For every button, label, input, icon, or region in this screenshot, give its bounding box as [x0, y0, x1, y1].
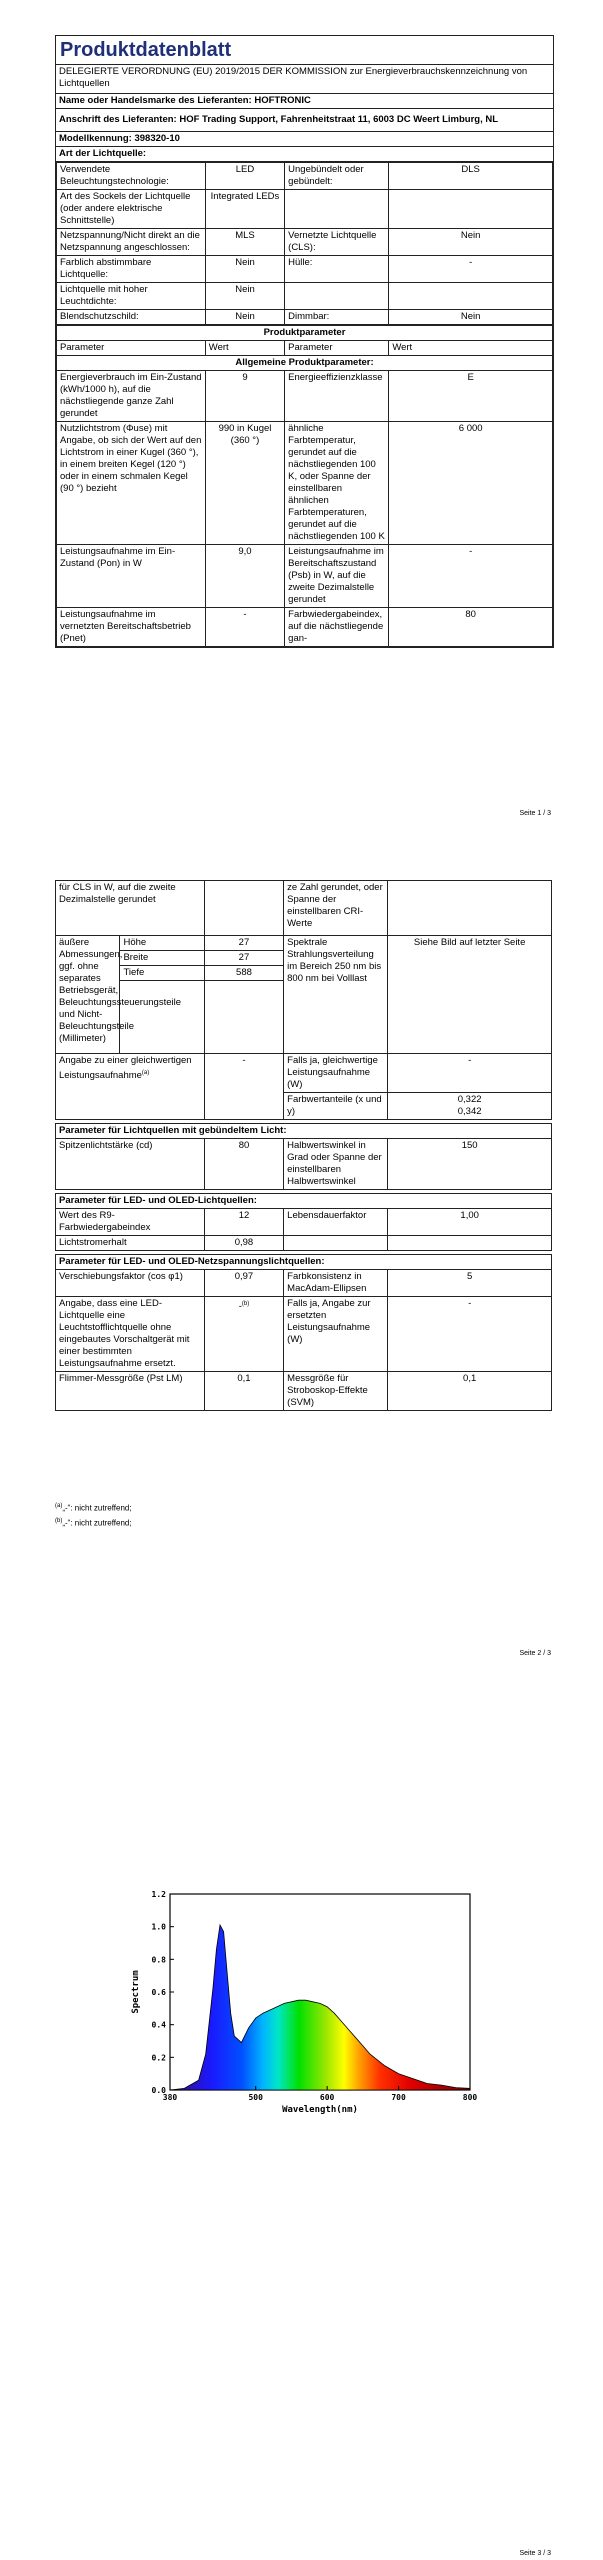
document-title: Produktdatenblatt — [56, 36, 553, 65]
light-type-l1-cell: Verwendete Beleuchtungstechnologie: — [57, 163, 206, 190]
light-type-v1-cell: Nein — [205, 310, 284, 325]
light-type-l2-cell: Hülle: — [285, 256, 389, 283]
displacement-factor-label: Verschiebungsfaktor (cos φ1) — [56, 1270, 205, 1297]
general-parameter-row — [57, 545, 553, 608]
y-axis-label: Spectrum — [131, 1970, 141, 2014]
dim-spacer — [120, 981, 204, 1054]
dim-name-1: Breite — [120, 951, 204, 966]
col-header-param-2: Parameter — [285, 341, 389, 356]
page-number: Seite 1 / 3 — [519, 810, 551, 817]
light-type-v2-cell — [389, 283, 553, 310]
general-v1-cell: - — [205, 608, 284, 647]
dim-name-2: Tiefe — [120, 966, 204, 981]
footnotes — [55, 1500, 132, 1529]
general-l2-cell: ähnliche Farbtemperatur, gerundet auf die nächstliegenden 100 K, oder Spanne der einstellbaren ähnlichen Farbtemperaturen, gerundet auf die nächstliegenden 100 K — [285, 422, 389, 545]
dim-name-0: Höhe — [120, 936, 204, 951]
flicker-label: Flimmer-Messgröße (Pst LM) — [56, 1372, 205, 1411]
continued-left-value — [204, 881, 283, 936]
peak-intensity-value: 80 — [204, 1139, 283, 1190]
light-type-table — [56, 162, 553, 325]
colour-consistency-label: Farbkonsistenz in MacAdam-Ellipsen — [284, 1270, 388, 1297]
mains-parameters-table — [55, 1254, 552, 1411]
lumen-maintenance-value: 0,98 — [204, 1236, 283, 1251]
light-type-l1-cell: Netzspannung/Nicht direkt an die Netzspannung angeschlossen: — [57, 229, 206, 256]
light-type-l1-cell: Farblich abstimmbare Lichtquelle: — [57, 256, 206, 283]
y-tick-label: 0.8 — [151, 1955, 166, 1965]
directional-heading: Parameter für Lichtquellen mit gebündeltem Licht: — [56, 1124, 552, 1139]
stroboscopic-label: Messgröße für Stroboskop-Effekte (SVM) — [284, 1372, 388, 1411]
general-v2-cell: - — [389, 545, 553, 608]
peak-intensity-label: Spitzenlichtstärke (cd) — [56, 1139, 205, 1190]
y-tick-label: 1.0 — [151, 1922, 166, 1932]
dim-value-2: 588 — [204, 966, 283, 981]
dim-spacer-value — [204, 981, 283, 1054]
page-3 — [0, 1730, 603, 2560]
light-type-l2-cell — [285, 283, 389, 310]
general-v1-cell: 990 in Kugel (360 °) — [205, 422, 284, 545]
y-tick-label: 0.4 — [151, 2020, 166, 2030]
datasheet-page-2 — [55, 880, 552, 1411]
col-header-value-1: Wert — [205, 341, 284, 356]
replaced-power-label: Falls ja, Angabe zur ersetzten Leistungsaufnahme (W) — [284, 1297, 388, 1372]
address-row — [56, 109, 553, 132]
spectral-label: Spektrale Strahlungsverteilung im Bereich 250 nm bis 800 nm bei Volllast — [284, 936, 388, 1054]
chromaticity-label: Farbwertanteile (x und y) — [284, 1093, 388, 1120]
light-type-v2-cell: - — [389, 256, 553, 283]
model-value: 398320-10 — [134, 133, 180, 144]
displacement-factor-value: 0,97 — [204, 1270, 283, 1297]
replacement-claim-label: Angabe, dass eine LED-Lichtquelle eine Leuchtstofflichtquelle ohne eingebautes Vorschaltgerät mit einer bestimmten Leistungsaufnahme ersetzt. — [56, 1297, 205, 1372]
stroboscopic-value: 0,1 — [388, 1372, 552, 1411]
light-type-v2-cell: Nein — [389, 310, 553, 325]
light-type-v1-cell: Nein — [205, 283, 284, 310]
address-label: Anschrift des Lieferanten: — [59, 114, 177, 125]
light-type-l1-cell: Art des Sockels der Lichtquelle (oder andere elektrische Schnittstelle) — [57, 190, 206, 229]
supplier-row — [56, 94, 553, 109]
mains-heading: Parameter für LED- und OLED-Netzspannungslichtquellen: — [56, 1255, 552, 1270]
general-parameter-row — [57, 608, 553, 647]
light-type-row — [57, 283, 553, 310]
light-type-row — [57, 190, 553, 229]
light-type-v1-cell: LED — [205, 163, 284, 190]
r9-value: 12 — [204, 1209, 283, 1236]
general-l1-cell: Nutzlichtstrom (Φuse) mit Angabe, ob sich der Wert auf den Lichtstrom in einer Kugel (360 °), in einem breiten Kegel (120 °) oder in einem schmalen Kegel (90 °) bezieht — [57, 422, 206, 545]
chromaticity-values: 0,322 0,342 — [388, 1093, 552, 1120]
light-type-v2-cell: Nein — [389, 229, 553, 256]
light-type-l2-cell: Dimmbar: — [285, 310, 389, 325]
continued-right-value — [388, 881, 552, 936]
datasheet-page-1 — [55, 35, 554, 648]
replaced-power-value: - — [388, 1297, 552, 1372]
spectrum-chart — [120, 1880, 490, 2132]
general-l2-cell: Leistungsaufnahme im Bereitschaftszustand (Psb) in W, auf die zweite Dezimalstelle gerundet — [285, 545, 389, 608]
equivalent-power2-value: - — [388, 1054, 552, 1093]
general-parameter-row — [57, 422, 553, 545]
x-tick-label: 500 — [248, 2093, 263, 2102]
page-2 — [0, 880, 603, 1730]
footnote-b: $^{(b)}$„-“: nicht zutreffend; — [55, 1517, 132, 1528]
regulation-text: DELEGIERTE VERORDNUNG (EU) 2019/2015 DER KOMMISSION zur Energieverbrauchskennzeichnung von Lichtquellen — [56, 65, 553, 94]
light-type-l2-cell: Vernetzte Lichtquelle (CLS): — [285, 229, 389, 256]
y-tick-label: 0.2 — [151, 2053, 166, 2063]
directional-parameters-table — [55, 1123, 552, 1190]
general-l1-cell: Leistungsaufnahme im vernetzten Bereitschaftsbetrieb (Pnet) — [57, 608, 206, 647]
beam-angle-label: Halbwertswinkel in Grad oder Spanne der einstellbaren Halbwertswinkel — [284, 1139, 388, 1190]
light-type-l1-cell: Blendschutzschild: — [57, 310, 206, 325]
general-parameters-heading: Allgemeine Produktparameter: — [57, 356, 553, 371]
general-v1-cell: 9 — [205, 371, 284, 422]
page-number: Seite 2 / 3 — [519, 1650, 551, 1657]
empty-cell — [284, 1236, 388, 1251]
equivalent-power-label: Angabe zu einer gleichwertigen Leistungsaufnahme$^{(a)}$ — [56, 1054, 205, 1120]
col-header-value-2: Wert — [389, 341, 553, 356]
survival-factor-label: Lebensdauerfaktor — [284, 1209, 388, 1236]
y-tick-label: 0.6 — [151, 1988, 166, 1997]
general-v2-cell: E — [389, 371, 553, 422]
general-parameters-continued — [55, 880, 552, 1120]
light-type-heading: Art der Lichtquelle: — [56, 147, 553, 162]
supplier-value: HOFTRONIC — [254, 95, 311, 106]
general-v1-cell: 9,0 — [205, 545, 284, 608]
light-type-row — [57, 229, 553, 256]
product-parameters-heading: Produktparameter — [57, 326, 553, 341]
empty-cell-value — [388, 1236, 552, 1251]
replacement-claim-value: -$^{(b)}$ — [204, 1297, 283, 1372]
light-type-row — [57, 310, 553, 325]
flicker-value: 0,1 — [204, 1372, 283, 1411]
footnote-ref-a: (a) — [141, 1070, 150, 1076]
x-axis-label: Wavelength(nm) — [282, 2105, 358, 2115]
light-type-row — [57, 163, 553, 190]
light-type-v1-cell: MLS — [205, 229, 284, 256]
light-type-l2-cell: Ungebündelt oder gebündelt: — [285, 163, 389, 190]
y-tick-label: 1.2 — [151, 1890, 166, 1899]
beam-angle-value: 150 — [388, 1139, 552, 1190]
survival-factor-value: 1,00 — [388, 1209, 552, 1236]
equivalent-power-value: - — [204, 1054, 283, 1120]
product-parameters-table — [56, 325, 553, 647]
footnote-ref-b: (b) — [241, 1301, 250, 1307]
x-tick-label: 700 — [391, 2093, 406, 2102]
dim-value-1: 27 — [204, 951, 283, 966]
dim-value-0: 27 — [204, 936, 283, 951]
continued-left-text: für CLS in W, auf die zweite Dezimalstelle gerundet — [56, 881, 205, 936]
x-tick-label: 380 — [162, 2093, 178, 2102]
x-tick-label: 800 — [462, 2093, 478, 2102]
r9-label: Wert des R9-Farbwiedergabeindex — [56, 1209, 205, 1236]
lumen-maintenance-label: Lichtstromerhalt — [56, 1236, 205, 1251]
colour-consistency-value: 5 — [388, 1270, 552, 1297]
equivalent-power2-label: Falls ja, gleichwertige Leistungsaufnahme (W) — [284, 1054, 388, 1093]
y-tick-label: 0.0 — [151, 2086, 166, 2095]
address-value: HOF Trading Support, Fahrenheitstraat 11, 6003 DC Weert Limburg, NL — [179, 114, 499, 125]
page-1 — [0, 0, 603, 830]
supplier-label: Name oder Handelsmarke des Lieferanten: — [59, 95, 252, 106]
light-type-row — [57, 256, 553, 283]
x-tick-label: 600 — [319, 2093, 335, 2102]
light-type-v1-cell: Nein — [205, 256, 284, 283]
general-l2-cell: Energieeffizienzklasse — [285, 371, 389, 422]
continued-right-text: ze Zahl gerundet, oder Spanne der einstellbaren CRI-Werte — [284, 881, 388, 936]
light-type-v2-cell: DLS — [389, 163, 553, 190]
led-heading: Parameter für LED- und OLED-Lichtquellen: — [56, 1194, 552, 1209]
light-type-v1-cell: Integrated LEDs — [205, 190, 284, 229]
model-label: Modellkennung: — [59, 133, 132, 144]
footnote-a: $^{(a)}$„-“: nicht zutreffend; — [55, 1503, 132, 1513]
led-parameters-table — [55, 1193, 552, 1251]
general-l2-cell: Farbwiedergabeindex, auf die nächstliegende gan- — [285, 608, 389, 647]
dimensions-label: äußere Abmessungen, ggf. ohne separates Betriebsgerät, Beleuchtungssteuerungsteile und Nicht-Beleuchtungsteile (Millimeter) — [56, 936, 120, 1054]
general-l1-cell: Energieverbrauch im Ein-Zustand (kWh/1000 h), auf die nächstliegende ganze Zahl gerundet — [57, 371, 206, 422]
general-l1-cell: Leistungsaufnahme im Ein-Zustand (Pon) in W — [57, 545, 206, 608]
light-type-v2-cell — [389, 190, 553, 229]
spectral-value: Siehe Bild auf letzter Seite — [388, 936, 552, 1054]
general-v2-cell: 6 000 — [389, 422, 553, 545]
light-type-l1-cell: Lichtquelle mit hoher Leuchtdichte: — [57, 283, 206, 310]
light-type-l2-cell — [285, 190, 389, 229]
col-header-param-1: Parameter — [57, 341, 206, 356]
general-v2-cell: 80 — [389, 608, 553, 647]
general-parameter-row — [57, 371, 553, 422]
model-row — [56, 132, 553, 147]
page-number: Seite 3 / 3 — [519, 2550, 551, 2557]
